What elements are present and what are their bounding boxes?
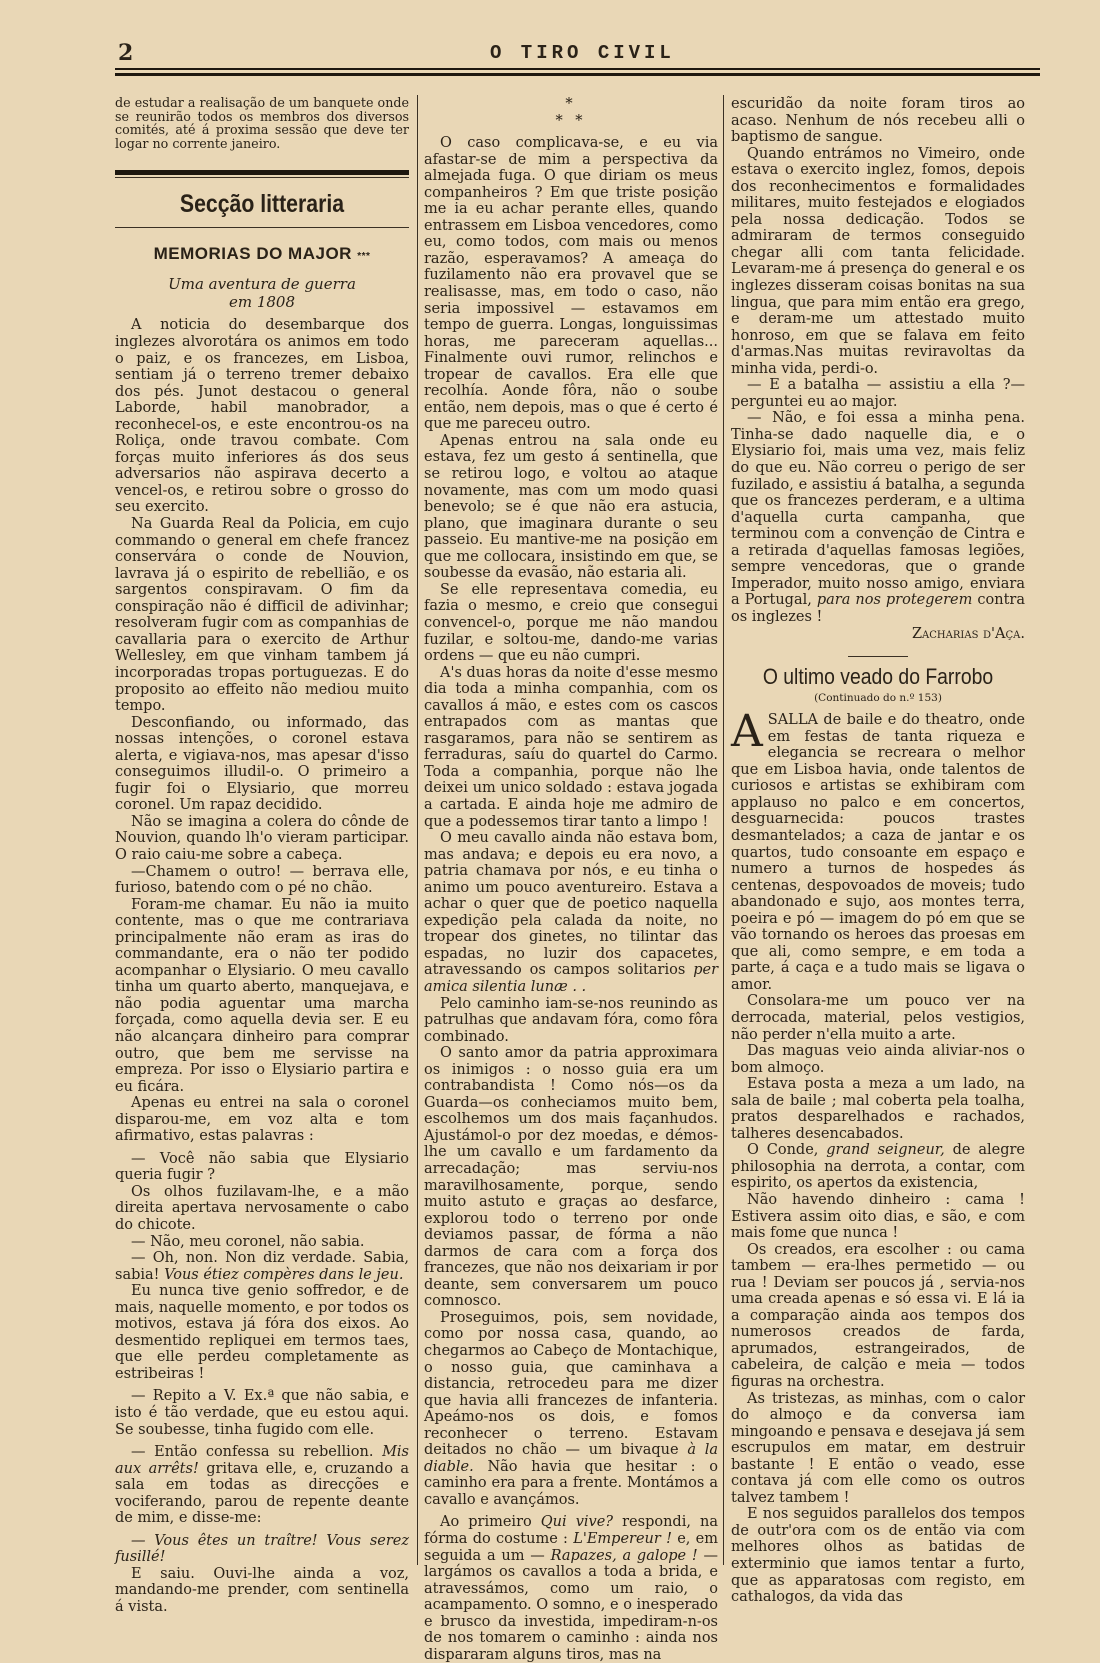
italic-phrase: Mis aux arrêts! <box>115 1444 409 1477</box>
paragraph: — E a batalha — assistiu a ella ?—perguntei eu ao major. <box>731 377 1025 410</box>
paragraph: O Conde, grand seigneur, de alegre philosophia na derrota, a contar, com espirito, os apertos da existencia, <box>731 1142 1025 1192</box>
paragraph: Das maguas veio ainda aliviar-nos o bom almoço. <box>731 1043 1025 1076</box>
paragraph: Apenas eu entrei na sala o coronel disparou-me, em voz alta e tom afirmativo, estas palavras : <box>115 1095 409 1145</box>
article-separator <box>848 656 908 657</box>
header-rule-top <box>115 68 1040 70</box>
publication-title: O TIRO CIVIL <box>490 42 675 64</box>
paragraph: — Você não sabia que Elysiario queria fugir ? <box>115 1150 409 1184</box>
section-rule-thin <box>115 177 409 178</box>
paragraph: Os creados, era escolher : ou cama tambem — era-lhes permetido — ou rua ! Deviam ser poucos já , servia-nos uma creada apenas e só essa vi. E lá ia a comparação ainda aos tempos dos numerosos creados de farda, aprumados, estrangeirados, de cabeleira, de calção e meia — todos figuras na orchestra. <box>731 1241 1025 1391</box>
paragraph: Foram-me chamar. Eu não ia muito contente, mas o que me contrariava principalmente não eram as iras do commandante, era o não ter podido acompanhar o Elysiario. O meu cavallo tinha um quarto aberto, manquejava, e não podia aguentar uma marcha forçada, como aquella devia ser. E eu não alcançara dinheiro para comprar outro, que bem me servisse na empreza. Por isso o Elysiario partira e eu ficára. <box>115 896 409 1095</box>
paragraph: Apenas entrou na sala onde eu estava, fez um gesto á sentinella, que se retirou logo, e voltou ao ataque novamente, mas com um modo quasi benevolo; se é que não era astucia, plano, que imaginara durante o seu passeio. Eu mantive-me na posição em que me collocara, insistindo em que, se soubesse da evasão, não estaria ali. <box>424 432 718 582</box>
paragraph <box>115 1533 409 1566</box>
separator-stars-bottom: * * <box>555 112 587 129</box>
paragraph: E saiu. Ouvi-lhe ainda a voz, mandando-me prender, com sentinella á vista. <box>115 1565 409 1616</box>
paragraph: Se elle representava comedia, eu fazia o mesmo, e creio que consegui convencel-o, porque me não mandou fuzilar, e soltou-me, dando-me varias ordens — que eu não cumpri. <box>424 581 718 665</box>
separator-stars-top: * <box>565 96 577 112</box>
section-title: Secção litteraria <box>179 190 345 219</box>
column-2 <box>424 96 718 1663</box>
paragraph: Estava posta a meza a um lado, na sala de baile ; mal coberta pela toalha, pratos desparelhados e rachados, talheres desencabados. <box>731 1076 1025 1142</box>
italic-phrase: para nos protegerem <box>816 592 973 609</box>
column-divider-2 <box>723 95 724 1565</box>
italic-phrase: grand seigneur, <box>826 1142 945 1159</box>
italic-phrase: à la diable. <box>424 1442 718 1475</box>
memorias-stars: *** <box>357 250 371 262</box>
paragraph: Não se imagina a colera do cônde de Nouvion, quando lh'o vieram participar. O raio caiu-me sobre a cabeça. <box>115 813 409 863</box>
author-signature: Zacharias d'Aça. <box>911 625 1025 642</box>
paragraph: ASALLA de baile e do theatro, onde em festas de tanta riqueza e elegancia se recreara o melhor que em Lisboa havia, onde talentos de curiosos e artistas se exhibiram com applauso no palco e em concertos, desguarnecida: poucos trastes desmantelados; a caza de jantar e os quartos, tudo consoante em espaço e numero a turnos de hospedes ás centenas, despovoados de moveis; tudo abandonado e sujo, aos montes terra, poeira e pó — imagem do pó em que se vão tornando os heroes das proesas em que ali, como sempre, e em toda a parte, á caça e a tudo mais se ligava o amor. <box>731 706 1025 993</box>
paragraph: — Não, e foi essa a minha pena. Tinha-se dado naquelle dia, e o Elysiario foi, mais uma vez, mais feliz do que eu. Não correu o perigo de ser fuzilado, e assistiu á batalha, a segunda que os francezes perderam, e a ultima d'aquella curta campanha, que terminou com a convenção de Cintra e a retirada d'aquellas famosas legiões, sempre vencedoras, que o grande Imperador, muito nosso amigo, enviara a Portugal, para nos protegerem contra os inglezes ! <box>731 410 1025 625</box>
paragraph: Desconfiando, ou informado, das nossas intenções, o coronel estava alerta, e vigiava-nos, mas apesar d'isso conseguimos illudil-o. O primeiro a fugir foi o Elysiario, que morreu coronel. Um rapaz decidido. <box>115 714 409 814</box>
section-rule-thick <box>115 170 409 175</box>
memorias-title: MEMORIAS DO MAJOR *** <box>153 243 371 263</box>
continuation-note: (Continuado do n.º 153) <box>814 691 942 704</box>
paragraph: E nos seguidos parallelos dos tempos de outr'ora com os de então via com melhores olhos as batidas de exterminio que iamos tentar a furto, que as apparatosas com registo, em cathalogos, da vida das <box>731 1506 1025 1606</box>
paragraph: Não havendo dinheiro : cama ! Estivera assim oito dias, e são, e com mais fome que nunca ! <box>731 1192 1025 1242</box>
column-divider-1 <box>417 95 418 1565</box>
section-title-rule <box>115 227 409 228</box>
paragraph: escuridão da noite foram tiros ao acaso. Nenhum de nós recebeu alli o baptismo de sangue. <box>731 96 1025 146</box>
paragraph: Os olhos fuzilavam-lhe, e a mão direita apertava nervosamente o cabo do chicote. <box>115 1183 409 1233</box>
italic-phrase: per amica silentia lunæ . . <box>424 962 719 995</box>
header-rule-bottom <box>115 73 1040 76</box>
paragraph: Ao primeiro Qui vive? respondi, na fórma do costume : L'Empereur ! e, em seguida a um — Rapazes, a galope ! — largámos os cavallos a toda a brida, e atravessámos, como um raio, o acampamento. O somno, e o inesperado e brusco da investida, impediram-n-os de nos tomarem o caminho : ainda nos dispararam alguns tiros, mas na <box>424 1514 719 1663</box>
column-3 <box>731 96 1025 1606</box>
column-1 <box>115 96 409 1616</box>
paragraph: Consolara-me um pouco ver na derrocada, material, pelos vestigios, não perder n'ella muito a arte. <box>731 993 1025 1043</box>
paragraph: A noticia do desembarque dos inglezes alvorotára os animos em todo o paiz, e os francezes, em Lisboa, sentiam já o terreno tremer debaixo dos pés. Junot destacou o general Laborde, habil manobrador, a reconhecel-os, e este encontrou-os na Roliça, onde travou combate. Com forças muito inferiores ás dos seus adversarios não aspirava decerto a vencel-os, e retirou sobre o grosso do seu exercito. <box>115 317 409 516</box>
paragraph: Pelo caminho iam-se-nos reunindo as patrulhas que andavam fóra, como fôra combinado. <box>424 995 718 1045</box>
farrobo-title: O ultimo veado do Farrobo <box>762 664 994 690</box>
italic-phrase: — Vous êtes un traître! Vous serez fusillé! <box>115 1532 409 1566</box>
paragraph: Na Guarda Real da Policia, em cujo commando o general em chefe francez conservára o conde de Nouvion, lavrava já o espirito de rebellião, e os sargentos conspiravam. O fim da conspiração não é difficil de adivinhar; resolveram fugir com as companhias de cavallaria para o exercito de Arthur Wellesley, em que vinham tambem já incorporadas tropas portuguezas. E do proposito ao effeito não mediou muito tempo. <box>115 516 409 715</box>
paragraph: — Oh, non. Non diz verdade. Sabia, sabia! Vous étiez compères dans le jeu. <box>115 1250 409 1283</box>
page-number: 2 <box>118 40 134 66</box>
paragraph: Proseguimos, pois, sem novidade, como por nossa casa, quando, ao chegarmos ao Cabeço de Montachique, o nosso guia, que caminhava a distancia, retrocedeu para me dizer que havia alli francezes de infanteria. Apeámo-nos os dois, e fomos reconhecer o terreno. Estavam deitados no chão — um bivaque à la diable. Não havia que hesitar : o caminho era para a frente. Montámos a cavallo e avançámos. <box>424 1309 718 1508</box>
paragraph: — Não, meu coronel, não sabia. <box>131 1233 365 1250</box>
paragraph: Quando entrámos no Vimeiro, onde estava o exercito inglez, fomos, depois dos reconhecimentos e formalidades militares, muito festejados e elogiados pela nossa dedicação. Todos se admiraram de termos conseguido chegar alli com tanta felicidade. Levaram-me á presença do general e os inglezes disseram coisas bonitas na sua lingua, que para mim então era grego, e deram-me um attestado muito honroso, em que se falava em feito d'armas.Nas muitas reviravoltas da minha vida, perdi-o. <box>731 145 1025 377</box>
subtitle-line-1: Uma aventura de guerra <box>168 275 356 294</box>
paragraph: — Repito a V. Ex.ª que não sabia, e isto é tão verdade, que eu estou aqui. Se soubesse, tinha fugido com elle. <box>115 1388 409 1438</box>
paragraph: — Então confessa su rebellion. Mis aux arrêts! gritava elle, e, cruzando a sala em todas as direcções e vociferando, parou de repente deante de mim, e disse-me: <box>115 1444 409 1527</box>
italic-phrase: Rapazes, a galope ! <box>550 1547 698 1564</box>
italic-phrase: Qui vive? <box>540 1514 614 1531</box>
paragraph: As tristezas, as minhas, com o calor do almoço e da conversa iam mingoando e pensava e desejava já sem escrupulos em matar, em destruir bastante ! E então o veado, esse contava já com elle como os outros talvez tambem ! <box>731 1390 1025 1506</box>
paragraph: —Chamem o outro! — berrava elle, furioso, batendo com o pé no chão. <box>115 863 409 897</box>
italic-phrase: L'Empereur ! <box>573 1531 672 1548</box>
drop-cap: A <box>731 706 763 758</box>
intro-paragraph: de estudar a realisação de um banquete onde se reunirão todos os membros dos diversos comités, até á proxima sessão que deve ter logar no corrente janeiro. <box>115 95 409 151</box>
paragraph: Eu nunca tive genio soffredor, e de mais, naquelle momento, e por todos os motivos, estava já fóra dos eixos. Ao desmentido repliquei em termos taes, que elle perdeu completamente as estribeiras ! <box>115 1283 409 1382</box>
paragraph: O meu cavallo ainda não estava bom, mas andava; e depois eu era novo, a patria chamava por nós, e eu tinha o animo um pouco aventureiro. Estava a achar o quer que de poetico naquella expedição pela calada da noite, no tropear dos ginetes, no tilintar das espadas, no luzir dos capacetes, atravessando os campos solitarios per amica silentia lunæ . . <box>424 830 719 995</box>
paragraph: A's duas horas da noite d'esse mesmo dia toda a minha companhia, com os cavallos á mão, e estes com os cascos entrapados com as mantas que rasgaramos, para não se sentirem as ferraduras, saíu do quartel do Carmo. Toda a companhia, porque não lhe deixei um unico soldado : estava jogada a cartada. E ainda hoje me admiro de que a podessemos tirar tanto a limpo ! <box>424 664 718 830</box>
subtitle-line-2: em 1808 <box>228 293 296 312</box>
paragraph: O santo amor da patria approximara os inimigos : o nosso guia era um contrabandista ! Como nós—os da Guarda—os conheciamos muito bem, escolhemos um dos mais façanhudos. Ajustámol-o por dez moedas, e démos-lhe um cavallo e um fardamento da arrecadação; mas serviu-nos maravilhosamente, porque, sendo muito astuto e graças ao desfarce, explorou todo o terreno por onde deviamos passar, de fórma a não darmos de cara com a força dos francezes, que não nos deixariam ir por deante, sem conversarem um pouco comnosco. <box>424 1045 718 1310</box>
paragraph: O caso complicava-se, e eu via afastar-se de mim a perspectiva da almejada fuga. O que diriam os meus companheiros ? Em que triste posição me ia eu achar perante elles, quando entrassem em Lisboa vencedores, como eu, como todos, com mais ou menos razão, esperavamos? A ameaça do fuzilamento não era provavel que se realisasse, mas, em todo o caso, não seria impossivel — estavamos em tempo de guerra. Longas, longuissimas horas, me pareceram aquellas... Finalmente ouvi rumor, relinchos e tropear de cavallos. Era elle que recolhía. Aonde fôra, não o soube então, nem depois, mas o que é certo é que me pareceu outro. <box>424 135 718 433</box>
italic-phrase: Vous étiez compères dans le jeu. <box>164 1266 404 1283</box>
